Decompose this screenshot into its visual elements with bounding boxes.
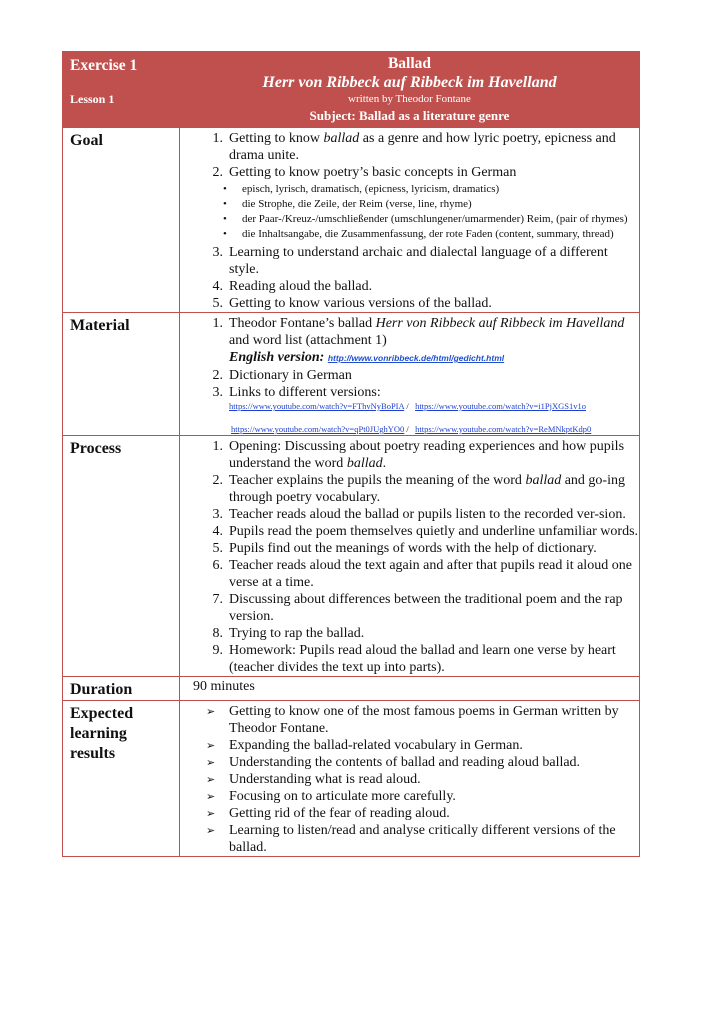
result-item xyxy=(180,771,639,788)
subject-line: Subject: Ballad as a literature genre xyxy=(309,108,510,123)
material-row xyxy=(63,313,640,436)
item-text: . xyxy=(382,456,387,471)
arrow-bullet-icon: ➢ xyxy=(206,824,216,837)
ballad-title: Herr von Ribbeck auf Ribbeck im Havelland xyxy=(262,74,557,91)
item-number: 3. xyxy=(212,245,223,260)
lesson-plan-table xyxy=(62,51,640,857)
item-text: as a genre and how lyric poetry, epicness and drama unite. xyxy=(229,131,616,163)
item-number: 4. xyxy=(212,524,223,539)
material-label: Material xyxy=(63,313,180,436)
item-number: 6. xyxy=(212,558,223,573)
bullet-item xyxy=(180,213,639,226)
author-line: written by Theodor Fontane xyxy=(348,93,471,105)
bullet-item xyxy=(180,198,639,211)
item-text: Getting to know xyxy=(229,131,324,146)
item-number: 2. xyxy=(212,165,223,180)
arrow-bullet-icon: ➢ xyxy=(206,705,216,718)
header-row xyxy=(63,52,640,128)
process-row xyxy=(63,436,640,677)
item-text: Learning to understand archaic and dialectal language of a different style. xyxy=(229,245,608,277)
goal-item xyxy=(180,244,639,278)
item-number: 1. xyxy=(212,439,223,454)
lesson-plan-sheet xyxy=(62,51,639,857)
bullet-text: episch, lyrisch, dramatisch, (epicness, lyricism, dramatics) xyxy=(242,183,500,195)
concept-bullets xyxy=(180,181,639,244)
item-number: 9. xyxy=(212,643,223,658)
item-emphasis: Herr von Ribbeck auf Ribbeck im Havelland xyxy=(375,316,625,331)
item-number: 7. xyxy=(212,592,223,607)
version-links xyxy=(180,401,639,435)
duration-value: 90 minutes xyxy=(180,677,640,701)
item-text: and word list (attachment 1) xyxy=(229,333,387,348)
youtube-link[interactable]: https://www.youtube.com/watch?v=FThvNyBoPIA xyxy=(229,401,405,411)
link-separator: / xyxy=(404,424,416,434)
material-content xyxy=(180,313,640,436)
item-number: 3. xyxy=(212,507,223,522)
arrow-bullet-icon: ➢ xyxy=(206,790,216,803)
arrow-bullet-icon: ➢ xyxy=(206,773,216,786)
bullet-icon: • xyxy=(223,228,227,240)
genre-heading: Ballad xyxy=(387,55,432,72)
exercise-label: Exercise 1 xyxy=(70,57,138,74)
youtube-link[interactable]: https://www.youtube.com/watch?v=i1PjXGS1v1o xyxy=(415,401,586,411)
bullet-icon: • xyxy=(223,213,227,225)
process-item xyxy=(180,472,639,506)
item-text: Teacher reads aloud the text again and after that pupils read it aloud one verse at a time. xyxy=(229,558,632,590)
header-left-cell xyxy=(63,52,180,128)
item-number: 2. xyxy=(212,473,223,488)
process-item xyxy=(180,523,639,540)
item-text: Getting to know poetry’s basic concepts in German xyxy=(229,165,517,180)
duration-row xyxy=(63,677,640,701)
links-row xyxy=(231,424,639,435)
item-number: 1. xyxy=(212,131,223,146)
item-text: Teacher reads aloud the ballad or pupils listen to the recorded ver-sion. xyxy=(229,507,626,522)
process-item xyxy=(180,438,639,472)
link-separator: / xyxy=(404,401,416,411)
item-text: Pupils find out the meanings of words with the help of dictionary. xyxy=(229,541,597,556)
item-text: Homework: Pupils read aloud the ballad and learn one verse by heart (teacher divides the text up into parts). xyxy=(229,643,616,675)
item-number: 1. xyxy=(212,316,223,331)
arrow-bullet-icon: ➢ xyxy=(206,739,216,752)
goal-label: Goal xyxy=(63,128,180,313)
result-item xyxy=(180,754,639,771)
item-text: Understanding the contents of ballad and reading aloud ballad. xyxy=(229,755,581,770)
item-text: Expanding the ballad-related vocabulary in German. xyxy=(229,738,523,753)
result-item xyxy=(180,822,639,856)
arrow-bullet-icon: ➢ xyxy=(206,807,216,820)
results-content xyxy=(180,701,640,857)
header-right-cell xyxy=(180,52,640,128)
goal-content xyxy=(180,128,640,313)
bullet-icon: • xyxy=(223,198,227,210)
material-item xyxy=(180,384,639,401)
english-version-line xyxy=(229,349,639,367)
item-number: 3. xyxy=(212,385,223,400)
goal-item xyxy=(180,295,639,312)
youtube-link[interactable]: https://www.youtube.com/watch?v=ReMNkptKdp0 xyxy=(415,424,592,434)
item-text: Theodor Fontane’s ballad xyxy=(229,316,376,331)
process-item xyxy=(180,642,639,676)
youtube-link[interactable]: https://www.youtube.com/watch?v=qPt0JUghYO0 xyxy=(231,424,405,434)
result-item xyxy=(180,737,639,754)
item-text: and go-ing through poetry vocabulary. xyxy=(229,473,625,505)
item-emphasis: ballad xyxy=(525,473,562,488)
item-text: Understanding what is read aloud. xyxy=(229,772,421,787)
bullet-text: der Paar-/Kreuz-/umschließender (umschlungener/umarmender) Reim, (pair of rhymes) xyxy=(242,213,628,225)
process-item xyxy=(180,591,639,625)
bullet-item xyxy=(180,228,639,241)
item-text: Getting rid of the fear of reading aloud. xyxy=(229,806,450,821)
process-item xyxy=(180,557,639,591)
english-version-label: English version: xyxy=(229,350,325,365)
item-number: 2. xyxy=(212,368,223,383)
process-list xyxy=(180,436,639,676)
bullet-icon: • xyxy=(223,183,227,195)
english-version-link[interactable]: http://www.vonribbeck.de/html/gedicht.html xyxy=(327,353,505,363)
item-text: Learning to listen/read and analyse critically different versions of the ballad. xyxy=(229,823,616,855)
item-text: Pupils read the poem themselves quietly and underline unfamiliar words. xyxy=(229,524,639,539)
process-item xyxy=(180,625,639,642)
bullet-item xyxy=(180,183,639,196)
result-item xyxy=(180,788,639,805)
item-text: Reading aloud the ballad. xyxy=(229,279,373,294)
material-item xyxy=(180,315,639,367)
item-text: Getting to know various versions of the ballad. xyxy=(229,296,492,311)
bullet-text: die Strophe, die Zeile, der Reim (verse, line, rhyme) xyxy=(242,198,472,210)
process-item xyxy=(180,540,639,557)
bullet-text: die Inhaltsangabe, die Zusammenfassung, der rote Faden (content, summary, thread) xyxy=(242,228,614,240)
goal-list xyxy=(180,128,639,181)
item-text: Links to different versions: xyxy=(229,385,381,400)
item-text: Trying to rap the ballad. xyxy=(229,626,365,641)
goal-item xyxy=(180,130,639,164)
goal-list-cont xyxy=(180,244,639,312)
process-label: Process xyxy=(63,436,180,677)
item-emphasis: ballad xyxy=(323,131,360,146)
item-text: Getting to know one of the most famous poems in German written by Theodor Fontane. xyxy=(229,704,619,736)
process-item xyxy=(180,506,639,523)
item-number: 8. xyxy=(212,626,223,641)
results-label: Expected learning results xyxy=(63,701,180,857)
arrow-bullet-icon: ➢ xyxy=(206,756,216,769)
item-number: 5. xyxy=(212,541,223,556)
process-content xyxy=(180,436,640,677)
material-item xyxy=(180,367,639,384)
lesson-label: Lesson 1 xyxy=(70,92,115,106)
item-text: Focusing on to articulate more carefully. xyxy=(229,789,456,804)
item-number: 5. xyxy=(212,296,223,311)
goal-item xyxy=(180,164,639,181)
goal-row xyxy=(63,128,640,313)
results-list xyxy=(180,701,639,856)
item-text: Discussing about differences between the traditional poem and the rap version. xyxy=(229,592,623,624)
goal-item xyxy=(180,278,639,295)
result-item xyxy=(180,703,639,737)
result-item xyxy=(180,805,639,822)
results-row xyxy=(63,701,640,857)
duration-label: Duration xyxy=(63,677,180,701)
item-emphasis: ballad xyxy=(346,456,383,471)
item-number: 4. xyxy=(212,279,223,294)
item-text: Opening: Discussing about poetry reading experiences and how pupils understand the word xyxy=(229,439,625,471)
material-list xyxy=(180,313,639,401)
item-text: Teacher explains the pupils the meaning of the word xyxy=(229,473,526,488)
item-text: Dictionary in German xyxy=(229,368,352,383)
links-row xyxy=(229,401,639,412)
